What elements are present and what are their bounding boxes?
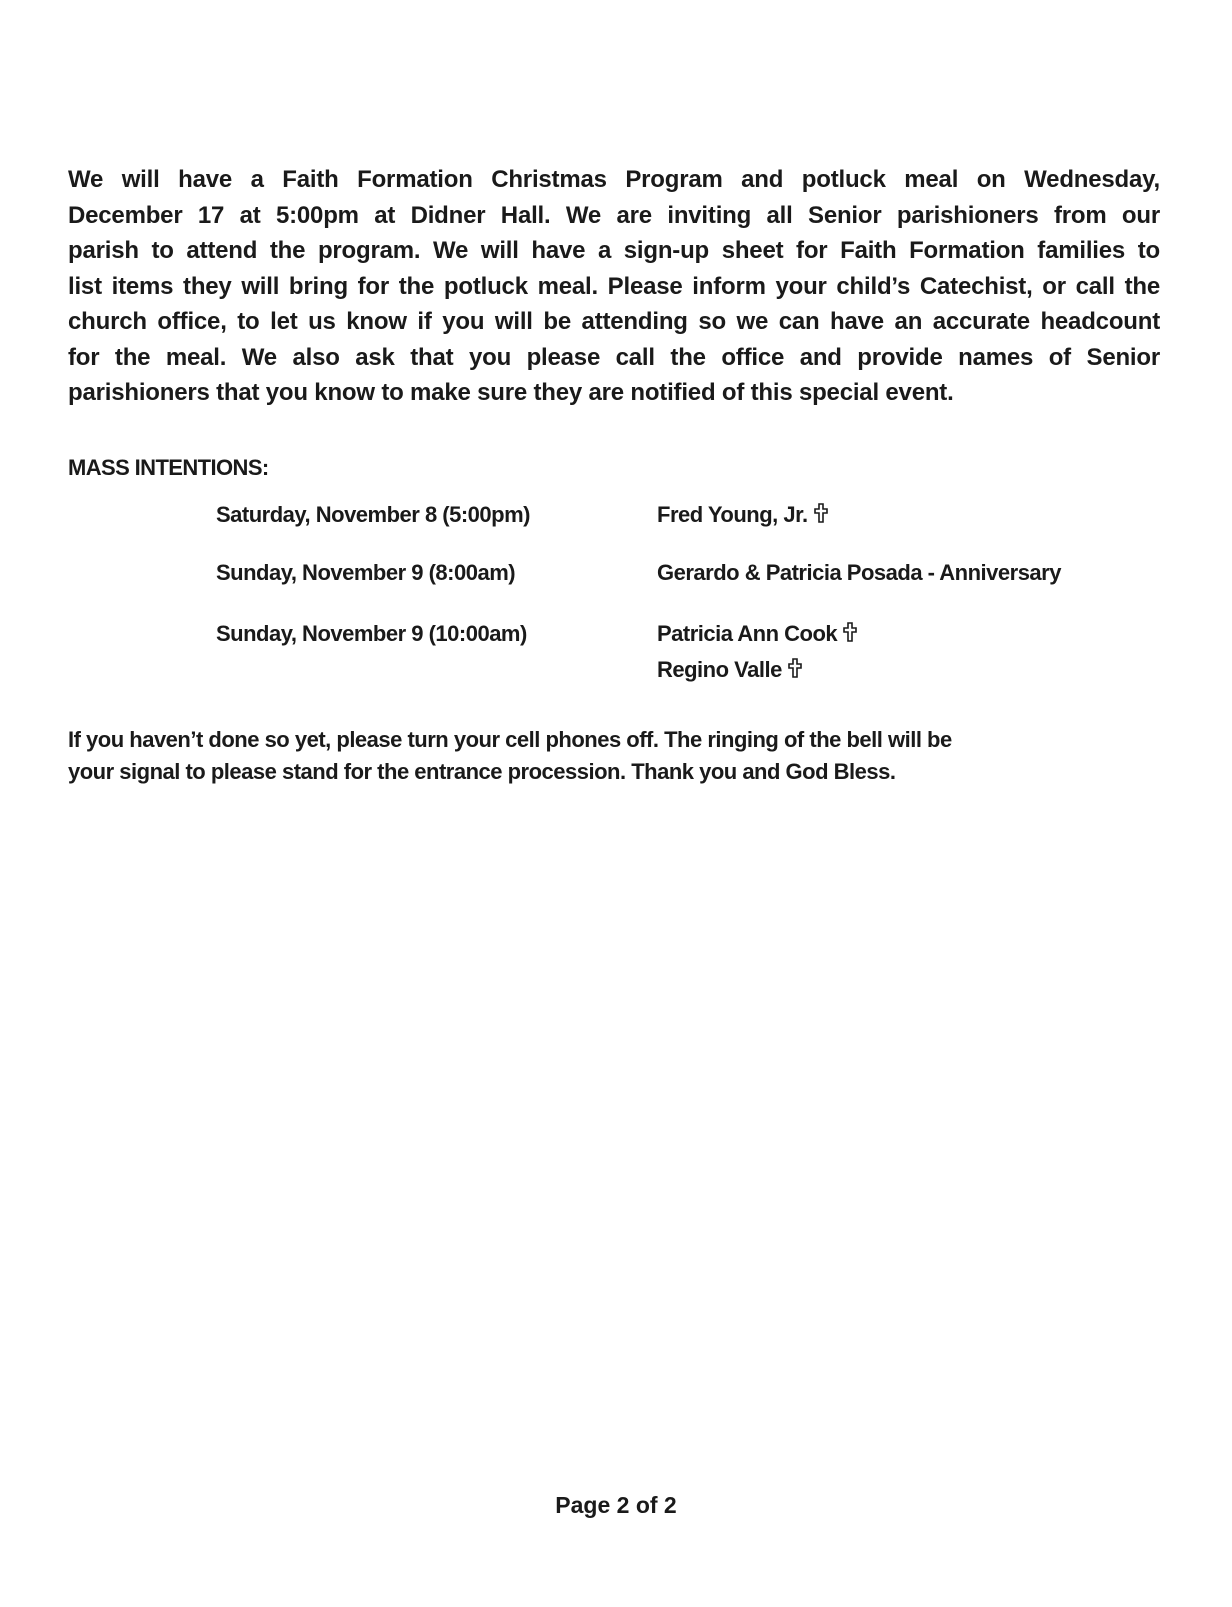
mass-time: Sunday, November 9 (8:00am) [216, 560, 516, 585]
mass-intentions-heading: MASS INTENTIONS: [68, 455, 269, 480]
announcement-line: We will have a Faith Formation Christmas Program and potluck meal on Wednesday, [68, 166, 1160, 193]
announcement-line: parishioners that you know to make sure they are notified of this special event. [68, 379, 954, 406]
announcement-line: church office, to let us know if you will be attending so we can have an accurate headcount [68, 308, 1160, 335]
intention-list [657, 621, 857, 693]
cross-icon [814, 503, 828, 523]
intention-name: Gerardo & Patricia Posada - Anniversary [657, 560, 1061, 585]
intention-item [657, 502, 828, 538]
announcement-paragraph [68, 162, 1160, 411]
cross-icon [788, 658, 802, 678]
intention-item [657, 621, 857, 657]
intention-name: Regino Valle [657, 657, 782, 682]
intention-item [657, 657, 857, 693]
mass-time: Saturday, November 8 (5:00pm) [216, 502, 530, 527]
closing-paragraph [68, 724, 1168, 788]
intention-list [657, 502, 828, 538]
closing-line: your signal to please stand for the entrance procession. Thank you and God Bless. [68, 759, 896, 784]
announcement-line: list items they will bring for the potluck meal. Please inform your child’s Catechist, or call the [68, 272, 1160, 300]
announcement-line: for the meal. We also ask that you please call the office and provide names of Senior [68, 343, 1160, 371]
intention-list [657, 560, 1061, 596]
announcement-line: parish to attend the program. We will have a sign-up sheet for Faith Formation families to [68, 237, 1160, 264]
announcement-line: December 17 at 5:00pm at Didner Hall. We are inviting all Senior parishioners from our [68, 201, 1160, 229]
mass-time: Sunday, November 9 (10:00am) [216, 621, 527, 646]
closing-line: If you haven’t done so yet, please turn your cell phones off. The ringing of the bell will be [68, 727, 952, 752]
intention-item [657, 560, 1061, 596]
intention-name: Patricia Ann Cook [657, 621, 838, 646]
page-number: Page 2 of 2 [555, 1492, 677, 1518]
cross-icon [843, 622, 857, 642]
intention-name: Fred Young, Jr. [657, 502, 808, 527]
